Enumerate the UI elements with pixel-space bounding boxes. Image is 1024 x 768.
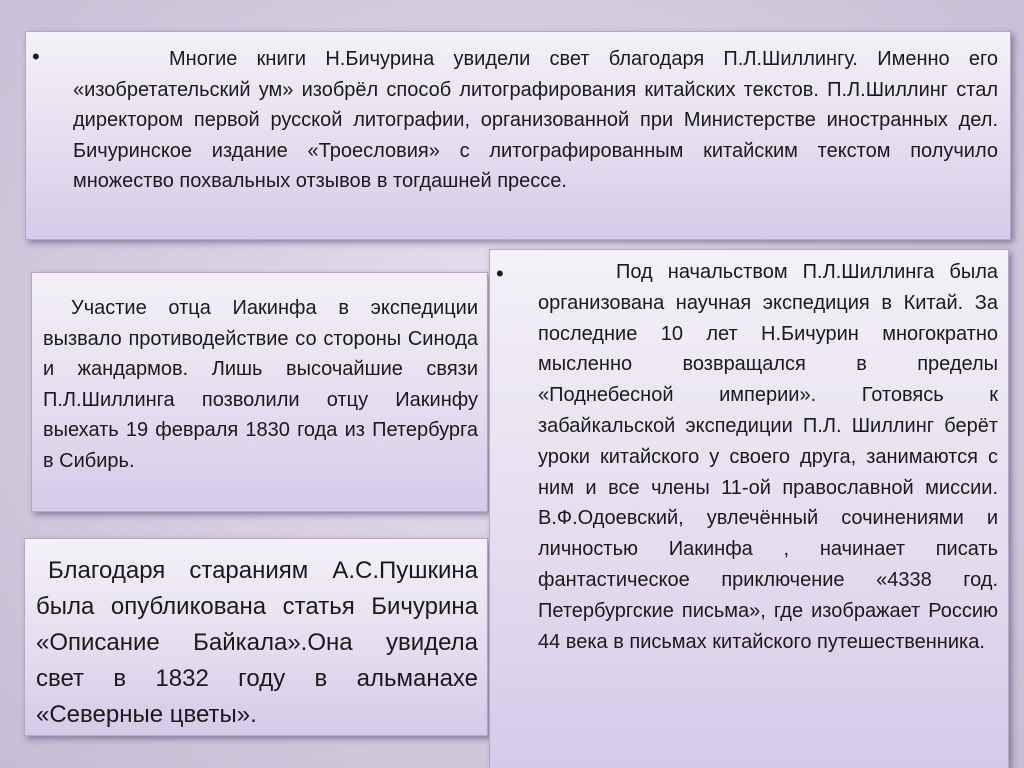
top-text-box xyxy=(25,31,1011,240)
top-box-paragraph: Многие книги Н.Бичурина увидели свет благодаря П.Л.Шиллингу. Именно его «изобретательский ум» изобрёл способ литографирования китайских текстов. П.Л.Шиллинг стал директором первой русской литографии, организованной при Министерстве иностранных дел. Бичуринское издание «Троесловия» с литографированным китайским текстом получило множество похвальных отзывов в тогдашней прессе. xyxy=(73,48,998,192)
right-text-box xyxy=(489,249,1009,768)
left-box-paragraph: Участие отца Иакинфа в экспедиции вызвало противодействие со стороны Синода и жандармов. Лишь высочайшие связи П.Л.Шиллинга позволили отцу Иакинфу выехать 19 февраля 1830 года из Петербурга в Сибирь. xyxy=(43,297,478,472)
bullet-marker: • xyxy=(496,261,504,286)
bullet-marker: • xyxy=(32,44,40,69)
left-text-box xyxy=(31,272,488,512)
right-box-paragraph: Под начальством П.Л.Шиллинга была организована научная экспедиция в Китай. За последние 10 лет Н.Бичурин многократно мысленно возвращался в пределы «Поднебесной империи». Готовясь к забайкальской экспедиции П.Л. Шиллинг берёт уроки китайского у своего друга, занимаются с ним и все члены 11-ой православной миссии. В.Ф.Одоевский, увлечённый сочинениями и личностью Иакинфа , начинает писать фантастическое приключение «4338 год. Петербургские письма», где изображает Россию 44 века в письмах китайского путешественника. xyxy=(538,261,998,653)
bottom-text-box xyxy=(24,538,488,736)
bottom-box-paragraph: Благодаря стараниям А.С.Пушкина была опубликована статья Бичурина «Описание Байкала».Она увидела свет в 1832 году в альманахе «Северные цветы». xyxy=(36,557,478,728)
